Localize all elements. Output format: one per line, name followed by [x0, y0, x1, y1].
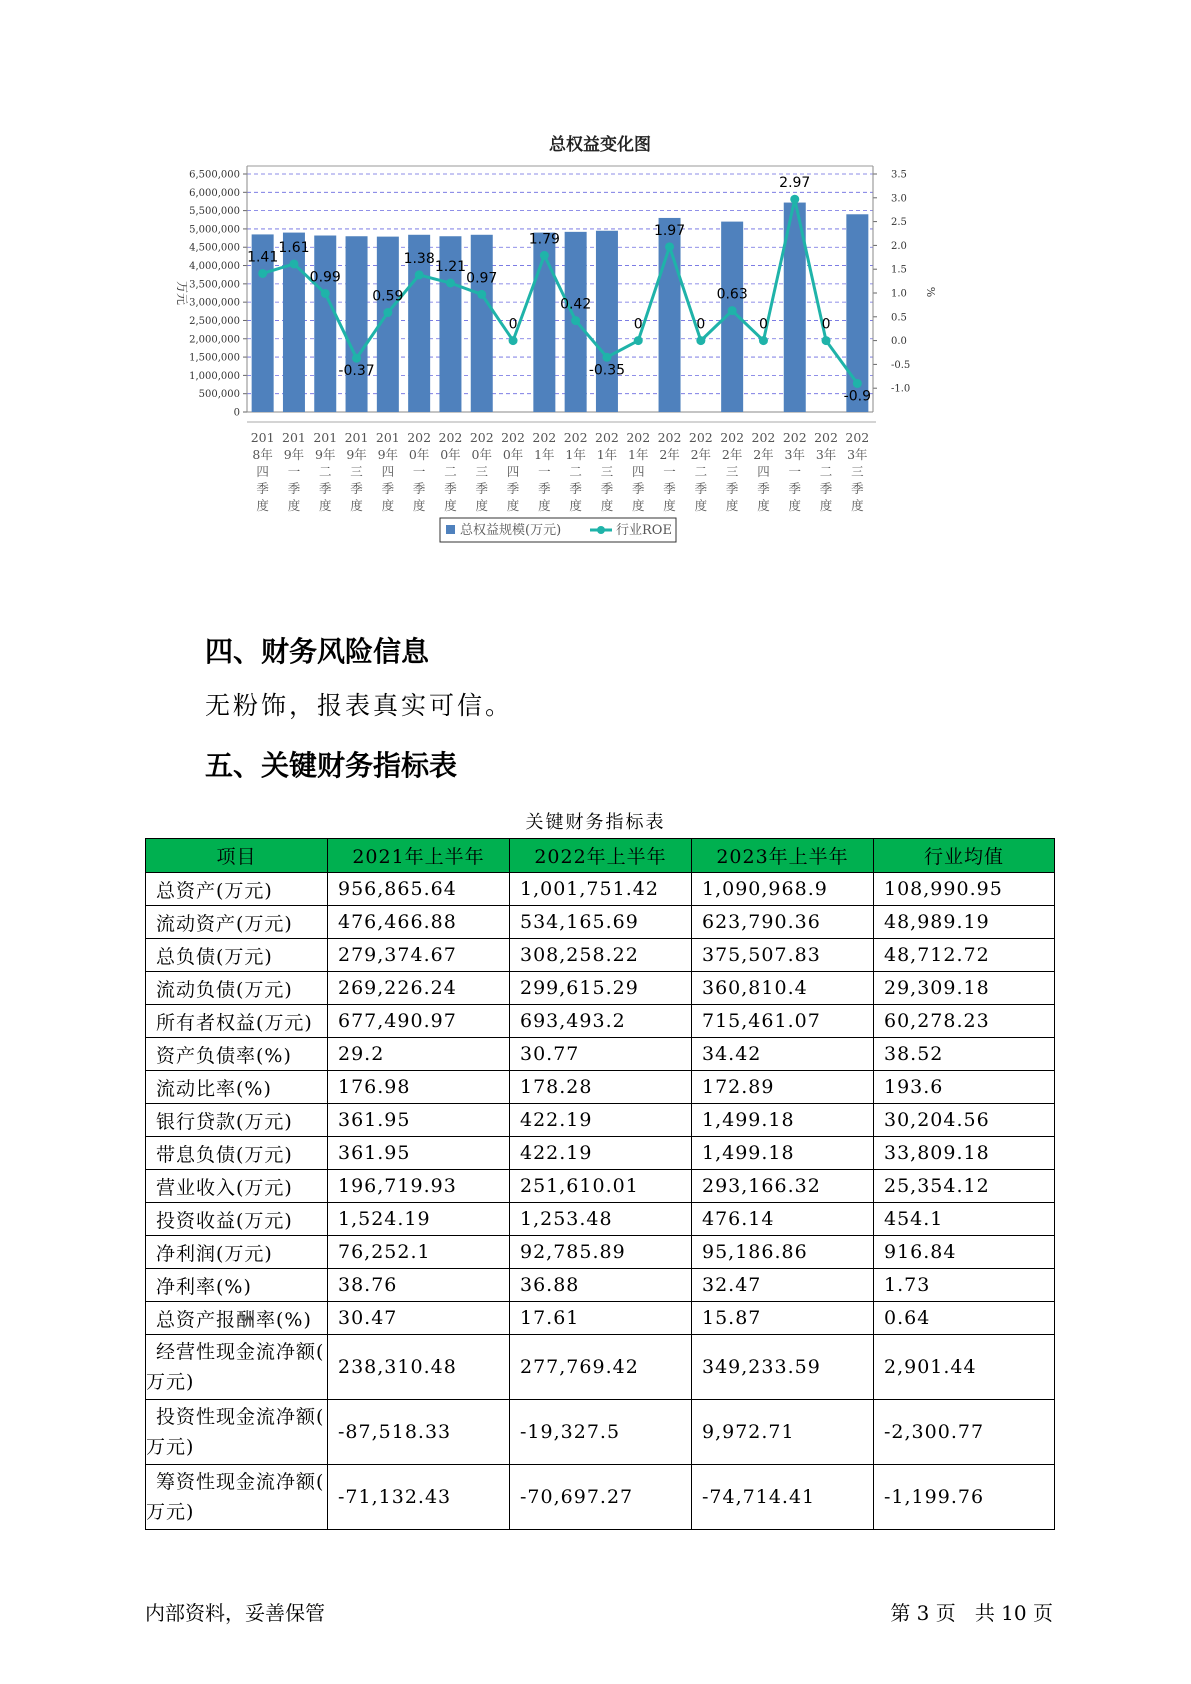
table-row [146, 1335, 1055, 1400]
table-row [146, 1071, 1055, 1104]
row-label: 净利润(万元) [146, 1236, 328, 1269]
cell-value: 534,165.69 [510, 906, 692, 939]
roe-point-4 [383, 308, 392, 317]
category-label-11-line-2: 三 [600, 464, 614, 479]
cell-value: 476,466.88 [328, 906, 510, 939]
row-label [146, 1335, 328, 1400]
roe-data-label-9: 1.79 [528, 231, 560, 248]
row-label: 总资产(万元) [146, 873, 328, 906]
cell-value: 30.77 [510, 1038, 692, 1071]
cell-value: 92,785.89 [510, 1236, 692, 1269]
cell-value: 48,712.72 [874, 939, 1055, 972]
category-label-8-line-2: 四 [506, 464, 520, 479]
cell-value: -74,714.41 [692, 1465, 874, 1530]
category-label-18-line-1: 3年 [815, 447, 837, 462]
row-label: 投资收益(万元) [146, 1203, 328, 1236]
category-label-17-line-3: 季 [788, 481, 802, 496]
cell-value: 9,972.71 [692, 1400, 874, 1465]
cell-value: 349,233.59 [692, 1335, 874, 1400]
cell-value: 454.1 [874, 1203, 1055, 1236]
cell-value: 375,507.83 [692, 939, 874, 972]
table-row [146, 1269, 1055, 1302]
row-label: 营业收入(万元) [146, 1170, 328, 1203]
category-label-8-line-1: 0年 [502, 447, 524, 462]
right-tick-label: 3.5 [891, 169, 907, 181]
cell-value: 76,252.1 [328, 1236, 510, 1269]
y-axis-label-right: % [924, 286, 937, 298]
legend-bar-swatch [446, 525, 455, 534]
category-label-6-line-1: 0年 [440, 447, 461, 462]
cell-value: 33,809.18 [874, 1137, 1055, 1170]
key-financial-indicators-table [145, 838, 1055, 1530]
category-label-19-line-0: 202 [845, 430, 870, 445]
cell-value: 108,990.95 [874, 873, 1055, 906]
category-label-12-line-4: 度 [631, 498, 645, 513]
category-label-18-line-4: 度 [819, 498, 833, 513]
footer-page-number: 第 3 页 共 10 页 [890, 1601, 1053, 1625]
roe-data-label-3: -0.37 [338, 363, 375, 380]
category-label-15-line-3: 季 [725, 481, 739, 496]
roe-point-9 [540, 251, 549, 260]
category-label-6-line-3: 季 [444, 481, 457, 496]
category-label-10-line-4: 度 [569, 498, 582, 513]
roe-data-label-1: 1.61 [278, 239, 310, 256]
category-label-15-line-2: 三 [725, 464, 739, 479]
category-label-9-line-0: 202 [532, 430, 557, 445]
right-tick-label: 2.0 [891, 240, 907, 252]
bar-11 [596, 231, 618, 412]
category-label-9-line-1: 1年 [534, 447, 555, 462]
roe-data-label-15: 0.63 [716, 286, 748, 303]
category-label-12-line-1: 1年 [628, 447, 649, 462]
header-2023: 2023年上半年 [692, 839, 874, 873]
legend-line-label: 行业ROE [616, 523, 672, 538]
cell-value: 1,253.48 [510, 1203, 692, 1236]
category-label-11-line-3: 季 [600, 481, 614, 496]
roe-data-label-18: 0 [821, 316, 831, 333]
category-label-9-line-4: 度 [538, 498, 551, 513]
roe-point-19 [853, 379, 862, 388]
cell-value: 361.95 [328, 1137, 510, 1170]
row-label: 带息负债(万元) [146, 1137, 328, 1170]
left-tick-label: 6,000,000 [189, 187, 240, 199]
cell-value: 38.52 [874, 1038, 1055, 1071]
category-label-13-line-0: 202 [657, 430, 682, 445]
cell-value: 1,001,751.42 [510, 873, 692, 906]
right-tick-label: 2.5 [891, 217, 907, 229]
category-label-12-line-0: 202 [626, 430, 651, 445]
category-label-3-line-1: 9年 [346, 447, 367, 462]
category-label-5-line-4: 度 [412, 498, 426, 513]
roe-point-14 [696, 336, 705, 345]
header-industry-avg: 行业均值 [874, 839, 1055, 873]
category-label-18-line-3: 季 [819, 481, 833, 496]
table-caption: 关键财务指标表 [525, 812, 666, 833]
table-row [146, 1400, 1055, 1465]
equity-chart [170, 130, 1030, 600]
cell-value: 25,354.12 [874, 1170, 1055, 1203]
right-tick-label: 1.0 [891, 288, 907, 300]
category-label-9-line-3: 季 [538, 481, 551, 496]
row-label: 资产负债率(%) [146, 1038, 328, 1071]
category-label-7-line-2: 三 [475, 464, 489, 479]
category-label-7-line-4: 度 [475, 498, 489, 513]
category-label-0-line-3: 季 [256, 481, 269, 496]
row-label: 流动资产(万元) [146, 906, 328, 939]
roe-point-16 [759, 336, 768, 345]
roe-point-6 [446, 279, 455, 288]
cell-value: 2,901.44 [874, 1335, 1055, 1400]
table-row [146, 1170, 1055, 1203]
cell-value: 1,090,968.9 [692, 873, 874, 906]
category-label-11-line-0: 202 [595, 430, 619, 445]
category-label-16-line-3: 季 [757, 481, 770, 496]
category-label-11-line-1: 1年 [596, 447, 618, 462]
footer-left: 内部资料，妥善保管 [145, 1601, 325, 1625]
left-tick-label: 5,500,000 [189, 206, 240, 218]
cell-value: 178.28 [510, 1071, 692, 1104]
row-label: 总资产报酬率(%) [146, 1302, 328, 1335]
table-row [146, 1236, 1055, 1269]
table-row [146, 1203, 1055, 1236]
cell-value: -87,518.33 [328, 1400, 510, 1465]
cell-value: 36.88 [510, 1269, 692, 1302]
roe-data-label-11: -0.35 [588, 362, 626, 379]
row-label: 流动比率(%) [146, 1071, 328, 1104]
left-tick-label: 500,000 [198, 389, 240, 401]
left-tick-label: 2,500,000 [189, 315, 240, 327]
cell-value: 422.19 [510, 1104, 692, 1137]
category-label-5-line-0: 202 [407, 430, 432, 445]
category-label-19-line-1: 3年 [847, 447, 868, 462]
cell-value: 299,615.29 [510, 972, 692, 1005]
right-tick-label: 0.0 [891, 336, 907, 348]
cell-value: 176.98 [328, 1071, 510, 1104]
cell-value: 15.87 [692, 1302, 874, 1335]
cell-value: 623,790.36 [692, 906, 874, 939]
risk-section-title: 四、财务风险信息 [205, 635, 430, 668]
category-label-4-line-4: 度 [381, 498, 395, 513]
category-label-10-line-2: 二 [569, 464, 582, 479]
roe-point-15 [728, 306, 737, 315]
risk-section-text: 无粉饰，报表真实可信。 [205, 691, 514, 720]
cell-value: 38.76 [328, 1269, 510, 1302]
category-label-9-line-2: 一 [538, 464, 551, 479]
header-item: 项目 [146, 839, 328, 873]
category-label-19-line-4: 度 [851, 498, 864, 513]
legend-bar-label: 总权益规模(万元) [460, 523, 562, 538]
roe-data-label-12: 0 [633, 316, 643, 333]
header-2022: 2022年上半年 [510, 839, 692, 873]
category-label-2-line-3: 季 [318, 481, 332, 496]
cell-value: 693,493.2 [510, 1005, 692, 1038]
row-label-line-1: 经营性现金流净额( [156, 1341, 325, 1363]
roe-data-label-0: 1.41 [247, 249, 279, 266]
roe-point-7 [477, 290, 486, 299]
roe-point-5 [415, 270, 424, 279]
category-label-19-line-3: 季 [851, 481, 864, 496]
category-label-7-line-3: 季 [475, 481, 489, 496]
category-label-17-line-1: 3年 [784, 447, 805, 462]
category-label-1-line-2: 一 [287, 464, 301, 479]
row-label-line-2: 万元) [146, 1501, 195, 1523]
category-label-14-line-1: 2年 [690, 447, 712, 462]
cell-value: 1,499.18 [692, 1137, 874, 1170]
category-label-6-line-4: 度 [444, 498, 457, 513]
cell-value: 29,309.18 [874, 972, 1055, 1005]
cell-value: 956,865.64 [328, 873, 510, 906]
roe-data-label-14: 0 [696, 316, 706, 333]
category-label-18-line-2: 二 [819, 464, 833, 479]
y-axis-label-left: 万元 [175, 280, 189, 306]
category-label-19-line-2: 三 [851, 464, 864, 479]
roe-data-label-2: 0.99 [309, 269, 341, 286]
table-header-row [146, 839, 1055, 873]
category-label-5-line-3: 季 [412, 481, 426, 496]
category-label-13-line-1: 2年 [659, 447, 680, 462]
left-tick-label: 1,000,000 [189, 370, 240, 382]
roe-point-3 [352, 354, 361, 363]
roe-data-label-17: 2.97 [779, 175, 811, 192]
category-label-0-line-1: 8年 [252, 447, 273, 462]
cell-value: 32.47 [692, 1269, 874, 1302]
table-row [146, 939, 1055, 972]
cell-value: 361.95 [328, 1104, 510, 1137]
category-label-0-line-0: 201 [250, 430, 275, 445]
roe-point-17 [790, 195, 799, 204]
row-label-line-1: 投资性现金流净额( [156, 1406, 325, 1428]
category-label-13-line-2: 一 [663, 464, 676, 479]
row-label: 总负债(万元) [146, 939, 328, 972]
left-tick-label: 0 [233, 407, 240, 419]
cell-value: 269,226.24 [328, 972, 510, 1005]
category-label-10-line-3: 季 [569, 481, 582, 496]
right-tick-label: -0.5 [891, 359, 911, 371]
category-label-1-line-4: 度 [287, 498, 301, 513]
category-label-2-line-4: 度 [318, 498, 332, 513]
left-tick-label: 6,500,000 [189, 169, 240, 181]
category-label-8-line-0: 202 [501, 430, 525, 445]
cell-value: -71,132.43 [328, 1465, 510, 1530]
roe-data-label-5: 1.38 [403, 250, 435, 267]
kfi-section-title: 五、关键财务指标表 [205, 749, 458, 782]
right-tick-label: 0.5 [891, 312, 907, 324]
table-row [146, 1104, 1055, 1137]
category-label-8-line-4: 度 [506, 498, 520, 513]
table-row [146, 1465, 1055, 1530]
category-label-10-line-1: 1年 [565, 447, 586, 462]
category-label-0-line-2: 四 [256, 464, 269, 479]
category-label-17-line-0: 202 [782, 430, 807, 445]
category-label-15-line-4: 度 [725, 498, 739, 513]
chart-title: 总权益变化图 [549, 135, 651, 155]
category-label-15-line-1: 2年 [721, 447, 743, 462]
left-tick-label: 5,000,000 [189, 224, 240, 236]
cell-value: 308,258.22 [510, 939, 692, 972]
category-label-1-line-1: 9年 [283, 447, 305, 462]
bar-2 [314, 236, 336, 412]
category-label-2-line-0: 201 [313, 430, 338, 445]
category-label-13-line-3: 季 [663, 481, 676, 496]
category-label-5-line-2: 一 [412, 464, 426, 479]
roe-point-8 [509, 336, 518, 345]
category-label-1-line-3: 季 [287, 481, 301, 496]
roe-data-label-19: -0.9 [843, 388, 872, 405]
category-label-2-line-2: 二 [318, 464, 332, 479]
category-label-7-line-1: 0年 [471, 447, 492, 462]
category-label-3-line-2: 三 [350, 464, 363, 479]
category-label-5-line-1: 0年 [408, 447, 430, 462]
cell-value: 677,490.97 [328, 1005, 510, 1038]
row-label: 所有者权益(万元) [146, 1005, 328, 1038]
category-label-17-line-2: 一 [788, 464, 802, 479]
category-label-8-line-3: 季 [506, 481, 520, 496]
left-tick-label: 4,500,000 [189, 242, 240, 254]
roe-point-13 [665, 242, 674, 251]
cell-value: 34.42 [692, 1038, 874, 1071]
row-label-line-1: 筹资性现金流净额( [156, 1471, 325, 1493]
category-label-15-line-0: 202 [720, 430, 745, 445]
category-label-14-line-2: 二 [694, 464, 708, 479]
roe-data-label-8: 0 [508, 316, 518, 333]
left-tick-label: 3,000,000 [189, 297, 240, 309]
category-label-4-line-1: 9年 [377, 447, 399, 462]
cell-value: -1,199.76 [874, 1465, 1055, 1530]
category-label-16-line-2: 四 [757, 464, 770, 479]
cell-value: -19,327.5 [510, 1400, 692, 1465]
category-label-13-line-4: 度 [663, 498, 676, 513]
category-label-16-line-4: 度 [757, 498, 770, 513]
category-label-2-line-1: 9年 [315, 447, 336, 462]
roe-point-12 [634, 336, 643, 345]
legend-line-marker [597, 526, 605, 534]
category-label-3-line-0: 201 [344, 430, 369, 445]
row-label [146, 1465, 328, 1530]
cell-value: 1,499.18 [692, 1104, 874, 1137]
left-tick-label: 1,500,000 [189, 352, 240, 364]
category-label-14-line-3: 季 [694, 481, 708, 496]
cell-value: 238,310.48 [328, 1335, 510, 1400]
category-label-16-line-0: 202 [751, 430, 776, 445]
cell-value: 476.14 [692, 1203, 874, 1236]
category-label-6-line-0: 202 [438, 430, 463, 445]
cell-value: 422.19 [510, 1137, 692, 1170]
cell-value: 196,719.93 [328, 1170, 510, 1203]
cell-value: 172.89 [692, 1071, 874, 1104]
category-label-3-line-4: 度 [350, 498, 363, 513]
category-label-7-line-0: 202 [469, 430, 494, 445]
cell-value: 360,810.4 [692, 972, 874, 1005]
roe-data-label-16: 0 [758, 316, 768, 333]
row-label: 净利率(%) [146, 1269, 328, 1302]
roe-data-label-13: 1.97 [653, 222, 686, 239]
roe-data-label-7: 0.97 [466, 270, 498, 287]
category-label-14-line-4: 度 [694, 498, 708, 513]
cell-value: 95,186.86 [692, 1236, 874, 1269]
cell-value: 60,278.23 [874, 1005, 1055, 1038]
cell-value: 29.2 [328, 1038, 510, 1071]
row-label: 银行贷款(万元) [146, 1104, 328, 1137]
cell-value: 0.64 [874, 1302, 1055, 1335]
cell-value: -70,697.27 [510, 1465, 692, 1530]
category-label-4-line-3: 季 [381, 481, 395, 496]
category-label-6-line-2: 二 [444, 464, 457, 479]
roe-point-0 [258, 269, 267, 278]
header-2021: 2021年上半年 [328, 839, 510, 873]
cell-value: 916.84 [874, 1236, 1055, 1269]
bar-7 [471, 235, 493, 412]
table-row [146, 1005, 1055, 1038]
cell-value: 251,610.01 [510, 1170, 692, 1203]
cell-value: 715,461.07 [692, 1005, 874, 1038]
category-label-4-line-2: 四 [381, 464, 395, 479]
roe-point-1 [289, 259, 298, 268]
cell-value: 277,769.42 [510, 1335, 692, 1400]
table-row [146, 906, 1055, 939]
cell-value: 30,204.56 [874, 1104, 1055, 1137]
left-tick-label: 4,000,000 [189, 261, 240, 273]
cell-value: 30.47 [328, 1302, 510, 1335]
cell-value: 293,166.32 [692, 1170, 874, 1203]
bar-3 [346, 236, 368, 412]
cell-value: 1,524.19 [328, 1203, 510, 1236]
right-tick-label: 1.5 [891, 264, 907, 276]
category-label-12-line-3: 季 [631, 481, 645, 496]
cell-value: 193.6 [874, 1071, 1055, 1104]
category-label-12-line-2: 四 [631, 464, 645, 479]
category-label-0-line-4: 度 [256, 498, 269, 513]
category-label-1-line-0: 201 [282, 430, 306, 445]
left-tick-label: 3,500,000 [189, 279, 240, 291]
category-label-16-line-1: 2年 [753, 447, 774, 462]
row-label [146, 1400, 328, 1465]
right-tick-label: 3.0 [891, 193, 907, 205]
cell-value: 279,374.67 [328, 939, 510, 972]
roe-data-label-4: 0.59 [372, 288, 404, 305]
cell-value: 17.61 [510, 1302, 692, 1335]
category-label-4-line-0: 201 [375, 430, 400, 445]
roe-point-18 [822, 336, 831, 345]
roe-point-2 [321, 289, 330, 298]
cell-value: -2,300.77 [874, 1400, 1055, 1465]
category-label-11-line-4: 度 [600, 498, 614, 513]
row-label-line-2: 万元) [146, 1371, 195, 1393]
roe-data-label-10: 0.42 [560, 296, 592, 313]
category-label-18-line-0: 202 [814, 430, 838, 445]
row-label: 流动负债(万元) [146, 972, 328, 1005]
category-label-10-line-0: 202 [563, 430, 588, 445]
category-label-3-line-3: 季 [350, 481, 363, 496]
roe-point-11 [602, 353, 611, 362]
category-label-14-line-0: 202 [688, 430, 713, 445]
table-row [146, 1302, 1055, 1335]
left-tick-label: 2,000,000 [189, 334, 240, 346]
roe-data-label-6: 1.21 [434, 259, 467, 276]
table-row [146, 873, 1055, 906]
table-row [146, 972, 1055, 1005]
category-label-17-line-4: 度 [788, 498, 802, 513]
cell-value: 1.73 [874, 1269, 1055, 1302]
roe-point-10 [571, 316, 580, 325]
cell-value: 48,989.19 [874, 906, 1055, 939]
table-row [146, 1137, 1055, 1170]
row-label-line-2: 万元) [146, 1436, 195, 1458]
table-row [146, 1038, 1055, 1071]
right-tick-label: -1.0 [891, 383, 911, 395]
